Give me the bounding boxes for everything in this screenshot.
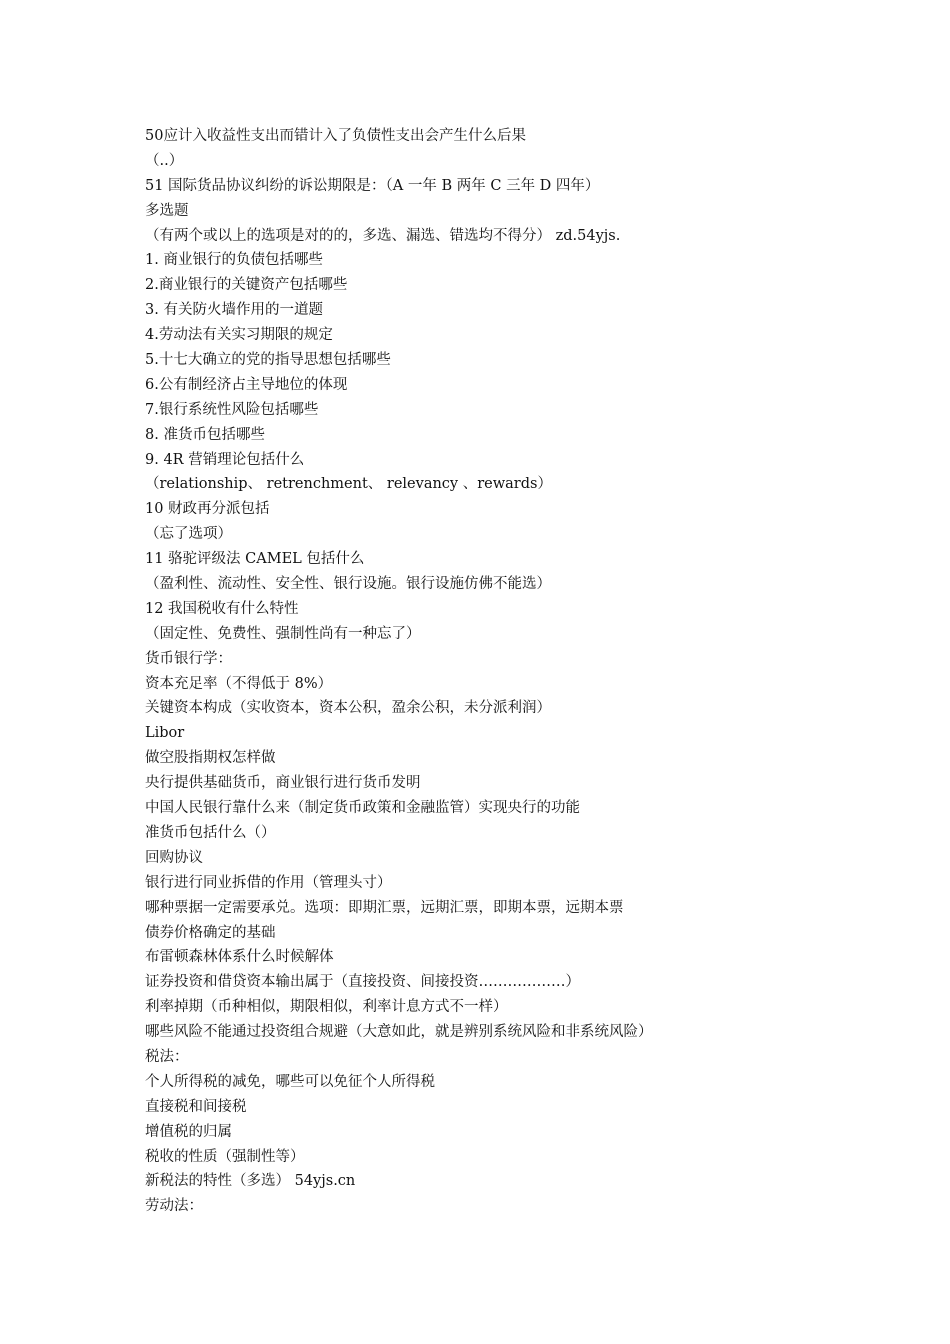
topic-line: 直接税和间接税 bbox=[145, 1098, 247, 1115]
topic-line: 关键资本构成（实收资本，资本公积，盈余公积，未分派利润） bbox=[145, 700, 551, 717]
section-heading-labor-law: 劳动法： bbox=[145, 1198, 203, 1215]
document-body bbox=[145, 124, 905, 1219]
topic-line: 布雷顿森林体系什么时候解体 bbox=[145, 949, 334, 966]
topic-line: 回购协议 bbox=[145, 849, 203, 866]
question-50: 50应计入收益性支出而错计入了负债性支出会产生什么后果 bbox=[145, 128, 526, 144]
section-heading-money-banking: 货币银行学： bbox=[145, 650, 232, 667]
mc-question-11: 11 骆驼评级法 CAMEL 包括什么 bbox=[145, 551, 365, 568]
multiple-choice-instructions: （有两个或以上的选项是对的的，多选、漏选、错选均不得分） zd.54yjs. bbox=[145, 227, 621, 244]
mc-question-2: 2.商业银行的关键资产包括哪些 bbox=[145, 277, 348, 294]
section-heading-tax-law: 税法： bbox=[145, 1048, 189, 1065]
mc-question-3: 3. 有关防火墙作用的一道题 bbox=[145, 302, 323, 319]
topic-line: 银行进行同业拆借的作用（管理头寸） bbox=[145, 874, 392, 891]
topic-line: 个人所得税的减免，哪些可以免征个人所得税 bbox=[145, 1073, 435, 1090]
topic-line: Libor bbox=[145, 725, 185, 742]
mc-question-7: 7.银行系统性风险包括哪些 bbox=[145, 401, 319, 418]
topic-line: 新税法的特性（多选） 54yjs.cn bbox=[145, 1173, 356, 1190]
topic-line: 做空股指期权怎样做 bbox=[145, 750, 276, 767]
topic-line: 央行提供基础货币，商业银行进行货币发明 bbox=[145, 775, 421, 792]
mc-question-8: 8. 准货币包括哪些 bbox=[145, 426, 265, 443]
topic-line: 准货币包括什么（） bbox=[145, 824, 276, 841]
topic-line: 哪些风险不能通过投资组合规避（大意如此，就是辨别系统风险和非系统风险） bbox=[145, 1024, 653, 1041]
question-51: 51 国际货品协议纠纷的诉讼期限是：（A 一年 B 两年 C 三年 D 四年） bbox=[145, 177, 600, 194]
question-50-answer: （..） bbox=[145, 152, 184, 169]
topic-line: 增值税的归属 bbox=[145, 1123, 232, 1140]
topic-line: 资本充足率（不得低于 8%） bbox=[145, 675, 333, 692]
topic-line: 税收的性质（强制性等） bbox=[145, 1148, 305, 1165]
mc-question-9: 9. 4R 营销理论包括什么 bbox=[145, 451, 305, 468]
mc-question-4: 4.劳动法有关实习期限的规定 bbox=[145, 327, 333, 344]
mc-question-1: 1. 商业银行的负债包括哪些 bbox=[145, 252, 323, 269]
mc-question-11-answer: （盈利性、流动性、安全性、银行设施。银行设施仿佛不能选） bbox=[145, 576, 551, 593]
mc-question-9-answer: （relationship、 retrenchment、 relevancy 、rewards） bbox=[145, 476, 552, 493]
mc-question-12: 12 我国税收有什么特性 bbox=[145, 600, 299, 617]
topic-line: 债券价格确定的基础 bbox=[145, 924, 276, 941]
mc-question-10-answer: （忘了选项） bbox=[145, 526, 232, 543]
mc-question-10: 10 财政再分派包括 bbox=[145, 501, 270, 518]
mc-question-5: 5.十七大确立的党的指导思想包括哪些 bbox=[145, 352, 391, 369]
topic-line: 哪种票据一定需要承兑。选项：即期汇票，远期汇票，即期本票，远期本票 bbox=[145, 899, 624, 916]
mc-question-12-answer: （固定性、免费性、强制性尚有一种忘了） bbox=[145, 625, 421, 642]
section-heading-multiple-choice: 多选题 bbox=[145, 202, 189, 219]
topic-line: 利率掉期（币种相似，期限相似，利率计息方式不一样） bbox=[145, 999, 508, 1016]
topic-line: 证券投资和借贷资本输出属于（直接投资、间接投资………………） bbox=[145, 974, 580, 991]
mc-question-6: 6.公有制经济占主导地位的体现 bbox=[145, 376, 348, 393]
topic-line: 中国人民银行靠什么来（制定货币政策和金融监管）实现央行的功能 bbox=[145, 800, 580, 817]
